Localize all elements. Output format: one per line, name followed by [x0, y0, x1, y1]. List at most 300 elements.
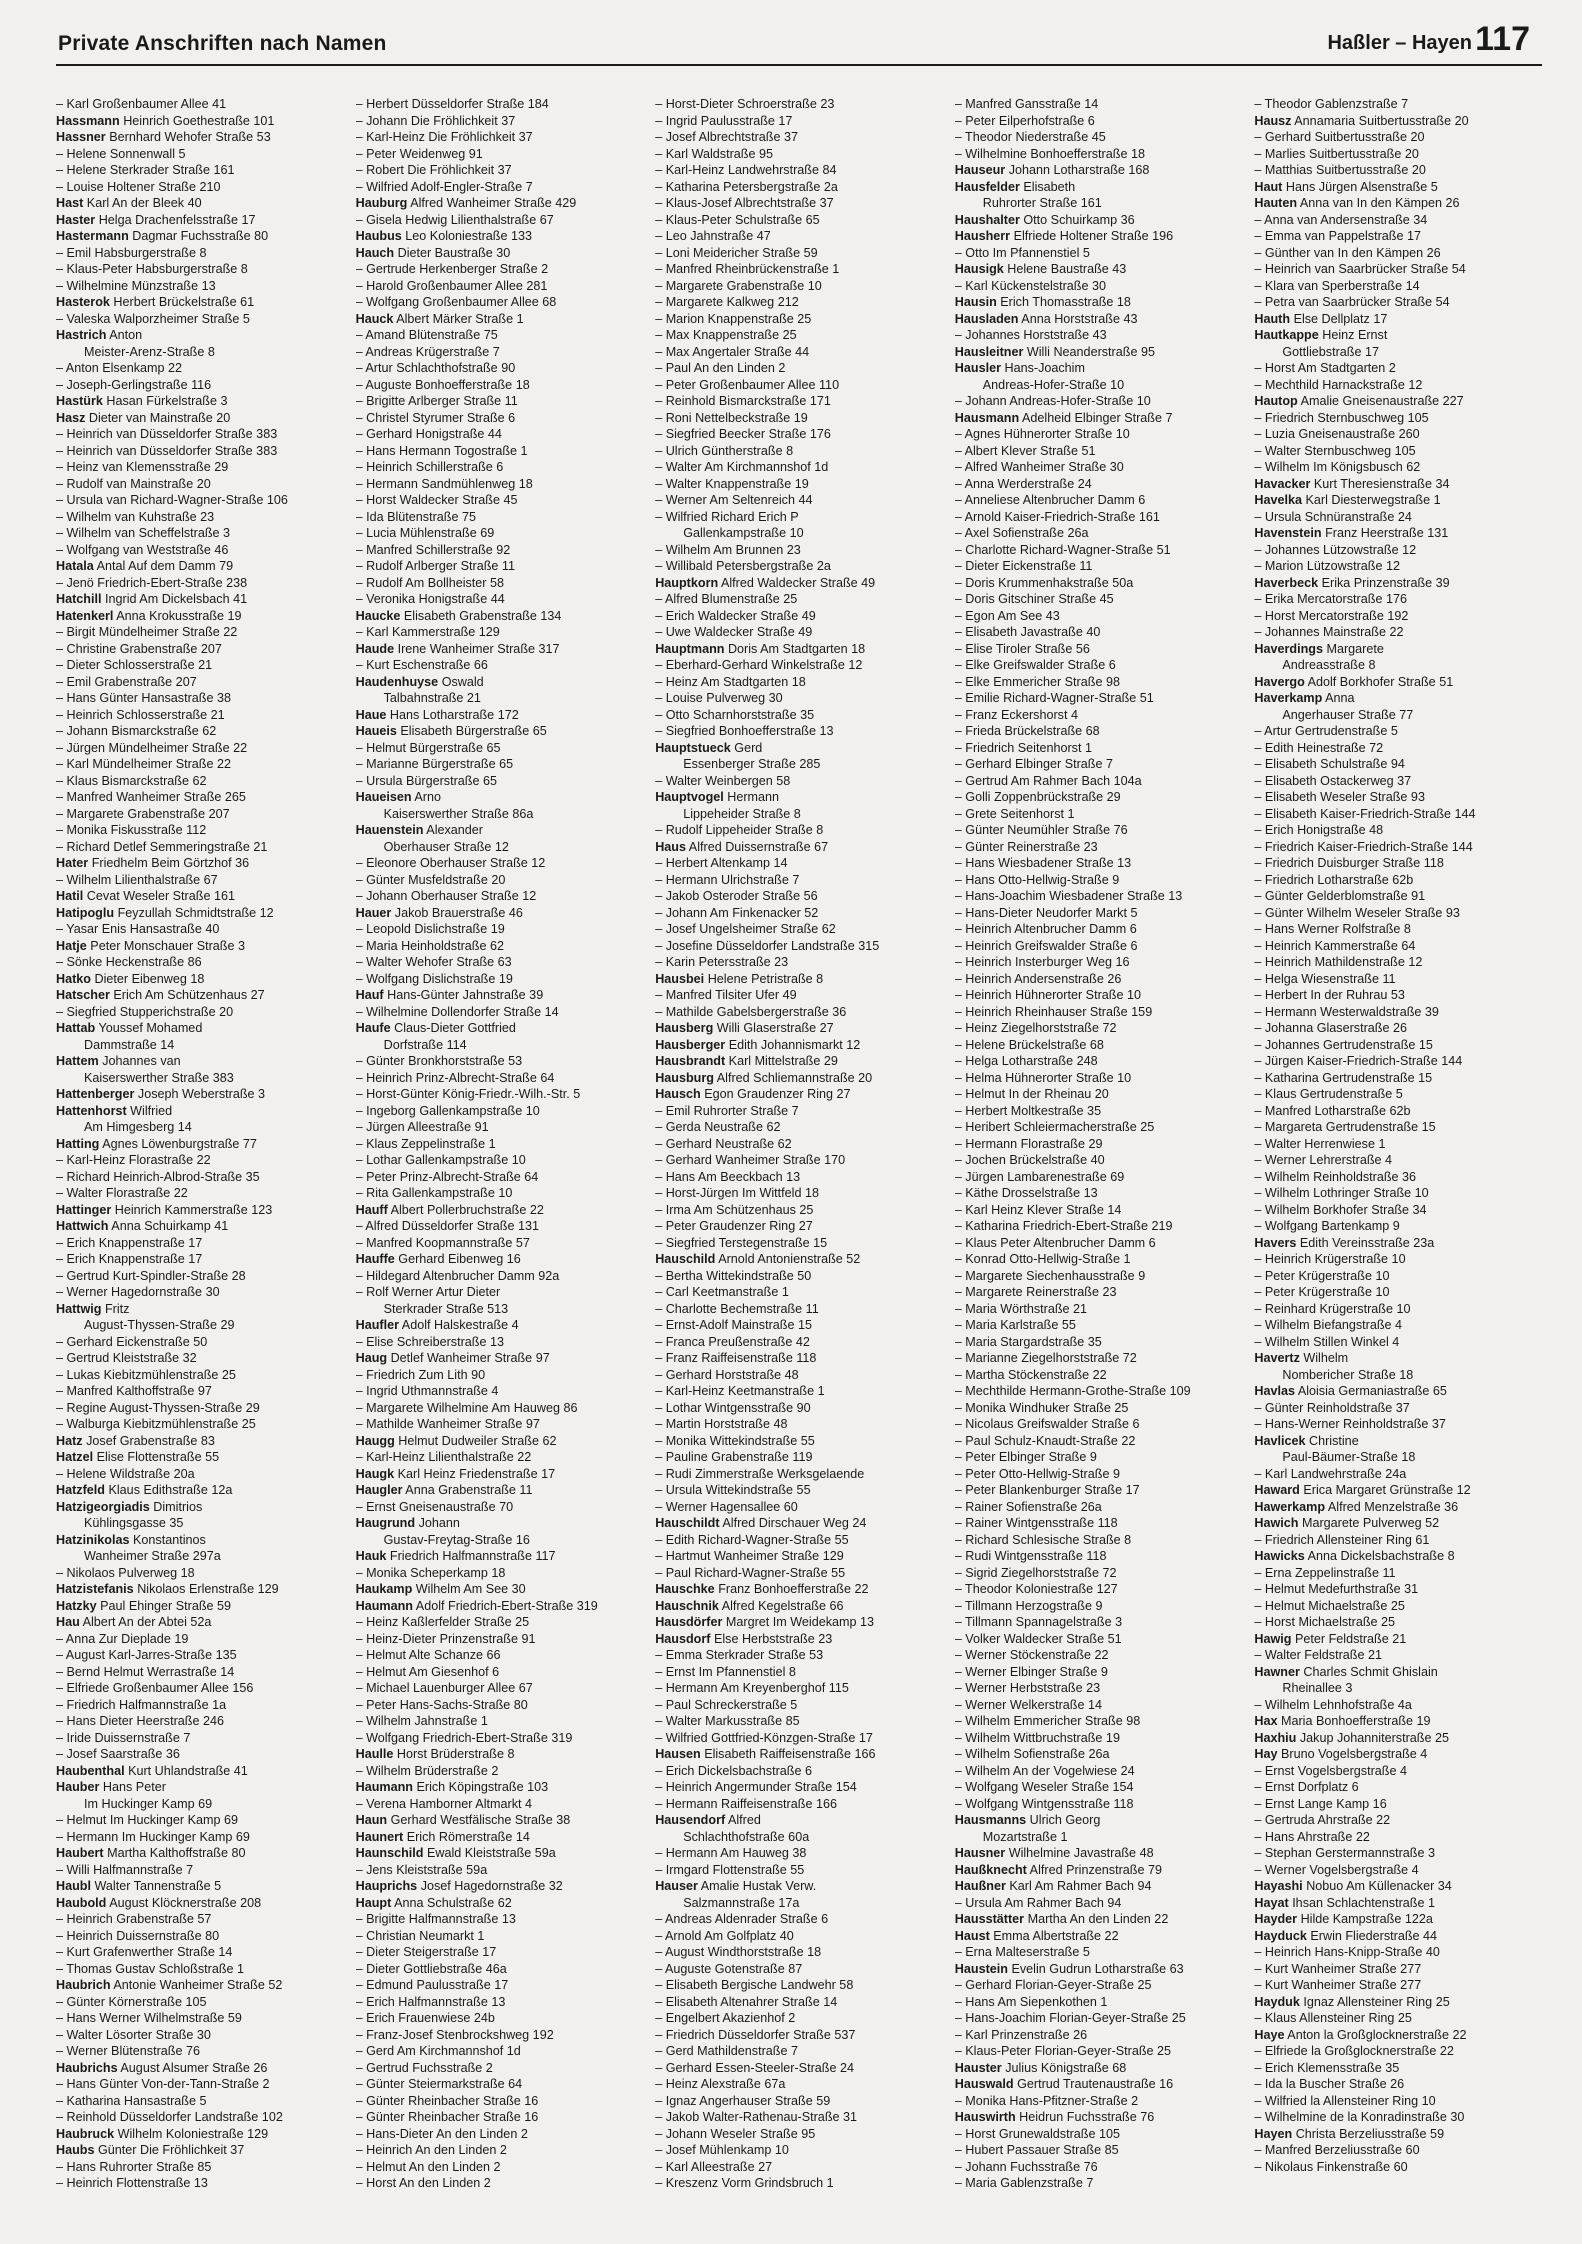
- surname: Hastrich: [56, 328, 107, 342]
- entry-text: – Friedrich Düsseldorfer Straße 537: [655, 2027, 856, 2042]
- directory-entry: [955, 839, 1243, 856]
- directory-entry: [955, 1449, 1243, 1466]
- entry-text: Margret Im Weidekamp 13: [725, 1615, 875, 1629]
- entry-continuation: [356, 1037, 644, 1054]
- directory-entry: [1254, 1911, 1542, 1928]
- directory-entry: [56, 1829, 344, 1846]
- surname: Haubl: [56, 1879, 91, 1893]
- entry-text: – Helga Lotharstraße 248: [954, 1054, 1098, 1068]
- surname: Hawig: [1254, 1631, 1292, 1646]
- directory-entry: [955, 1301, 1243, 1318]
- directory-entry: [56, 1647, 344, 1664]
- entry-text: Elise Flottenstraße 55: [96, 1450, 220, 1464]
- entry-text: – Heinrich Altenbrucher Damm 6: [954, 922, 1137, 936]
- directory-entry: [955, 542, 1243, 559]
- entry-text: – Heinrich Krügerstraße 10: [1254, 1252, 1406, 1266]
- surname: Haueis: [355, 724, 397, 738]
- directory-entry: [356, 245, 644, 262]
- entry-text: – Karl Kammerstraße 129: [355, 625, 500, 639]
- directory-entry: [655, 855, 943, 872]
- entry-text: – Wilhelm van Kuhstraße 23: [56, 509, 215, 524]
- entry-text: Erich Am Schützenhaus 27: [113, 988, 265, 1002]
- directory-entry: [1254, 2027, 1542, 2044]
- entry-text: – Friedrich Duisburger Straße 118: [1254, 856, 1444, 870]
- directory-entry: [56, 311, 344, 328]
- directory-entry: [955, 2093, 1243, 2110]
- directory-entry: [955, 1763, 1243, 1780]
- directory-entry: [356, 1961, 644, 1978]
- entry-text: – Franz Raiffeisenstraße 118: [655, 1351, 817, 1365]
- entry-text: – Ernst Dorfplatz 6: [1254, 1780, 1359, 1794]
- surname: Haunschild: [355, 1846, 424, 1860]
- directory-entry: [356, 311, 644, 328]
- entry-text: – Günther van In den Kämpen 26: [1254, 245, 1441, 260]
- directory-entry: [955, 1977, 1243, 1994]
- directory-entry: [356, 1086, 644, 1103]
- entry-text: – Christian Neumarkt 1: [355, 1928, 485, 1943]
- entry-text: – Johann Bismarckstraße 62: [56, 724, 217, 738]
- entry-text: Doris Am Stadtgarten 18: [727, 641, 866, 656]
- directory-entry: [1254, 1499, 1542, 1516]
- directory-entry: [56, 360, 344, 377]
- directory-entry: [655, 1548, 943, 1565]
- directory-entry: [655, 558, 943, 575]
- entry-text: – Rudi Zimmerstraße Werksgelaende: [655, 1466, 865, 1481]
- directory-entry: [356, 1565, 644, 1582]
- entry-text: – Johann Weseler Straße 95: [655, 2126, 816, 2141]
- entry-text: – Wolfgang Bartenkamp 9: [1254, 1219, 1400, 1233]
- entry-text: – Brigitte Arlberger Straße 11: [355, 394, 518, 408]
- directory-entry: [56, 476, 344, 493]
- entry-text: – Charlotte Bechemstraße 11: [655, 1301, 819, 1316]
- directory-entry: [356, 146, 644, 163]
- directory-entry: [655, 1449, 943, 1466]
- directory-entry: [955, 773, 1243, 790]
- entry-text: – Hans Am Siepenkothen 1: [954, 1994, 1108, 2009]
- entry-text: – Gertrud Am Rahmer Bach 104a: [954, 773, 1142, 788]
- entry-text: – Iride Duissernstraße 7: [56, 1730, 191, 1745]
- surname: Hauswirth: [954, 2110, 1016, 2124]
- directory-entry: [356, 113, 644, 130]
- entry-text: – Günter Neumühler Straße 76: [954, 823, 1128, 837]
- entry-text: – Heribert Schleiermacherstraße 25: [954, 1120, 1155, 1134]
- entry-continuation: [56, 344, 344, 361]
- column-2: [356, 96, 644, 2224]
- directory-entry: [655, 2043, 943, 2060]
- directory-entry: [1254, 360, 1542, 377]
- entry-text: Wilfried: [130, 1103, 173, 1118]
- entry-text: – Helmut Alte Schanze 66: [355, 1648, 501, 1662]
- entry-text: – Margarete Kalkweg 212: [655, 295, 799, 309]
- entry-text: – Paul Schreckerstraße 5: [655, 1697, 798, 1712]
- directory-entry: [356, 1977, 644, 1994]
- entry-text: – Hermann Sandmühlenweg 18: [355, 476, 533, 491]
- entry-text: Elisabeth Bürgerstraße 65: [400, 724, 547, 738]
- entry-text: – Reinhard Krügerstraße 10: [1254, 1301, 1411, 1316]
- entry-text: Paul-Bäumer-Straße 18: [1282, 1450, 1416, 1464]
- directory-entry: [1254, 806, 1542, 823]
- directory-entry: [655, 1169, 943, 1186]
- surname: Hattwich: [56, 1219, 109, 1233]
- surname: Hausdorf: [655, 1631, 711, 1646]
- entry-text: – Katharina Friedrich-Ebert-Straße 219: [954, 1219, 1173, 1233]
- directory-entry: [356, 1829, 644, 1846]
- entry-text: Angerhauser Straße 77: [1282, 707, 1414, 722]
- directory-entry: [356, 294, 644, 311]
- entry-text: – Nikolaus Finkenstraße 60: [1254, 2159, 1408, 2174]
- entry-text: – Siegfried Stupperichstraße 20: [56, 1004, 234, 1019]
- entry-text: – Helmut Medefurthstraße 31: [1254, 1582, 1419, 1596]
- directory-entry: [356, 1878, 644, 1895]
- directory-entry: [655, 1763, 943, 1780]
- entry-text: – Ursula van Richard-Wagner-Straße 106: [56, 493, 288, 507]
- entry-text: Karl Heinz Friedenstraße 17: [397, 1466, 556, 1481]
- directory-entry: [1254, 905, 1542, 922]
- directory-entry: [356, 1614, 644, 1631]
- entry-text: – Lucia Mühlenstraße 69: [355, 526, 495, 540]
- directory-entry: [955, 2109, 1243, 2126]
- entry-text: – Michael Lauenburger Allee 67: [355, 1681, 533, 1695]
- surname: Hawner: [1254, 1664, 1300, 1679]
- directory-entry: [1254, 1713, 1542, 1730]
- entry-text: – Heinz-Dieter Prinzenstraße 91: [355, 1631, 536, 1646]
- entry-text: – Karl Mündelheimer Straße 22: [56, 757, 231, 771]
- entry-text: – Ernst Im Pfannenstiel 8: [655, 1664, 796, 1679]
- directory-entry: [955, 113, 1243, 130]
- entry-text: – Hermann Am Hauweg 38: [655, 1846, 807, 1860]
- directory-entry: [655, 641, 943, 658]
- entry-text: Anna Schulstraße 62: [394, 1895, 512, 1910]
- entry-text: Alfred Wanheimer Straße 429: [410, 196, 577, 210]
- directory-entry: [56, 1383, 344, 1400]
- entry-text: – Monika Windhuker Straße 25: [954, 1400, 1129, 1415]
- surname: Hausberg: [655, 1021, 714, 1035]
- entry-text: Martha Kalthoffstraße 80: [107, 1846, 246, 1860]
- entry-text: – Jens Kleiststraße 59a: [355, 1862, 488, 1877]
- directory-entry: [655, 1994, 943, 2011]
- directory-entry: [56, 113, 344, 130]
- entry-text: – Frieda Brückelstraße 68: [954, 724, 1100, 738]
- directory-entry: [955, 1944, 1243, 1961]
- directory-entry: [1254, 1829, 1542, 1846]
- directory-entry: [655, 1037, 943, 1054]
- entry-text: – Hermann Westerwaldstraße 39: [1254, 1004, 1439, 1019]
- entry-text: Nobuo Am Küllenacker 34: [1306, 1879, 1452, 1893]
- entry-text: – Klaus Bismarckstraße 62: [56, 773, 207, 788]
- directory-entry: [56, 674, 344, 691]
- entry-text: – Ernst Lange Kamp 16: [1254, 1796, 1387, 1811]
- directory-entry: [356, 1779, 644, 1796]
- entry-text: – Doris Gitschiner Straße 45: [954, 592, 1114, 606]
- entry-text: – Peter Blankenburger Straße 17: [954, 1483, 1140, 1497]
- surname: Hauprichs: [355, 1879, 418, 1893]
- entry-continuation: [1254, 344, 1542, 361]
- directory-entry: [56, 2175, 344, 2192]
- entry-text: – Kurt Wanheimer Straße 277: [1254, 1978, 1422, 1992]
- entry-text: – Paul Schulz-Knaudt-Straße 22: [954, 1433, 1136, 1448]
- entry-text: – Dieter Eickenstraße 11: [954, 559, 1093, 573]
- entry-text: – Klaus-Peter Florian-Geyer-Straße 25: [954, 2044, 1172, 2058]
- directory-entry: [655, 987, 943, 1004]
- directory-entry: [356, 1631, 644, 1648]
- entry-text: Alfred Menzelstraße 36: [1327, 1499, 1459, 1514]
- entry-text: – Tillmann Spannagelstraße 3: [954, 1615, 1123, 1629]
- directory-entry: [955, 344, 1243, 361]
- directory-entry: [955, 806, 1243, 823]
- directory-entry: [655, 179, 943, 196]
- column-4: [955, 96, 1243, 2224]
- entry-text: Fritz: [104, 1301, 130, 1316]
- directory-entry: [56, 872, 344, 889]
- entry-text: – Theodor Gablenzstraße 7: [1254, 97, 1409, 111]
- entry-text: – Karl Waldstraße 95: [655, 146, 774, 161]
- directory-entry: [1254, 1631, 1542, 1648]
- entry-text: – Monika Fiskusstraße 112: [56, 823, 207, 837]
- entry-text: – Reinhold Bismarckstraße 171: [655, 394, 831, 408]
- directory-entry: [356, 2076, 644, 2093]
- directory-entry: [1254, 921, 1542, 938]
- entry-text: Gerhard Westfälische Straße 38: [390, 1813, 571, 1827]
- directory-entry: [1254, 1334, 1542, 1351]
- directory-entry: [655, 1697, 943, 1714]
- entry-text: – Karl Landwehrstraße 24a: [1254, 1466, 1407, 1481]
- entry-text: Bernhard Wehofer Straße 53: [109, 130, 271, 144]
- entry-text: – Dieter Gottliebstraße 46a: [355, 1961, 507, 1976]
- entry-text: – Margarete Siechenhausstraße 9: [954, 1268, 1146, 1283]
- directory-entry: [955, 1103, 1243, 1120]
- surname: Haukamp: [355, 1582, 413, 1596]
- entry-text: Klaus Edithstraße 12a: [108, 1483, 233, 1497]
- directory-entry: [655, 1878, 943, 1895]
- directory-entry: [1254, 1730, 1542, 1747]
- directory-entry: [955, 1779, 1243, 1796]
- entry-text: – Ursula Schnüranstraße 24: [1254, 509, 1412, 524]
- directory-entry: [955, 1482, 1243, 1499]
- entry-text: – Emil Habsburgerstraße 8: [56, 245, 207, 260]
- directory-entry: [655, 1136, 943, 1153]
- directory-entry: [1254, 2126, 1542, 2143]
- directory-entry: [56, 1697, 344, 1714]
- directory-entry: [955, 1185, 1243, 1202]
- entry-text: – Gertrude Herkenberger Straße 2: [355, 262, 549, 276]
- directory-entry: [356, 2043, 644, 2060]
- entry-text: – Gerhard Essen-Steeler-Straße 24: [655, 2060, 854, 2075]
- surname: Haust: [954, 1928, 990, 1943]
- entry-continuation: [955, 1829, 1243, 1846]
- directory-entry: [1254, 1482, 1542, 1499]
- entry-text: – Marianne Bürgerstraße 65: [355, 757, 514, 771]
- entry-text: – Auguste Gotenstraße 87: [655, 1961, 803, 1976]
- directory-entry: [955, 1004, 1243, 1021]
- entry-text: – Rudolf Lippeheider Straße 8: [655, 823, 824, 837]
- directory-entry: [955, 2027, 1243, 2044]
- entry-text: – Wolfgang Dislichstraße 19: [355, 971, 513, 986]
- surname: Hauth: [1254, 311, 1291, 326]
- entry-text: – Engelbert Akazienhof 2: [655, 2011, 796, 2025]
- directory-entry: [955, 360, 1243, 377]
- directory-entry: [655, 1350, 943, 1367]
- directory-entry: [56, 1268, 344, 1285]
- entry-text: – Auguste Bonhoefferstraße 18: [355, 377, 530, 392]
- directory-entry: [955, 525, 1243, 542]
- directory-entry: [955, 426, 1243, 443]
- entry-text: – Siegfried Beecker Straße 176: [655, 427, 831, 441]
- entry-text: Heinz Ernst: [1322, 328, 1388, 342]
- entry-text: Anna Dickelsbachstraße 8: [1307, 1549, 1455, 1563]
- entry-text: – Günter Steiermarkstraße 64: [355, 2077, 523, 2091]
- entry-text: – Günter Rheinbacher Straße 16: [355, 2110, 539, 2124]
- directory-entry: [356, 162, 644, 179]
- directory-entry: [955, 294, 1243, 311]
- entry-text: – Birgit Mündelheimer Straße 22: [56, 625, 238, 639]
- entry-text: – Walburga Kiebitzmühlenstraße 25: [56, 1417, 256, 1431]
- directory-entry: [955, 2043, 1243, 2060]
- entry-text: – Manfred Koopmannstraße 57: [355, 1235, 530, 1250]
- entry-text: – Johannes Horststraße 43: [954, 328, 1107, 342]
- directory-entry: [1254, 2109, 1542, 2126]
- directory-entry: [56, 740, 344, 757]
- entry-text: – Peter Eilperhofstraße 6: [954, 113, 1095, 128]
- entry-text: – Erich Knappenstraße 17: [56, 1235, 203, 1250]
- directory-entry: [56, 1284, 344, 1301]
- entry-text: Andreasstraße 8: [1282, 658, 1376, 672]
- directory-entry: [955, 311, 1243, 328]
- directory-entry: [1254, 2159, 1542, 2176]
- directory-entry: [356, 938, 644, 955]
- directory-entry: [955, 96, 1243, 113]
- entry-text: – Günter Körnerstraße 105: [56, 1994, 207, 2009]
- directory-entry: [356, 261, 644, 278]
- entry-text: – Hermann Am Kreyenberghof 115: [655, 1681, 849, 1695]
- surname: Hatipoglu: [56, 905, 115, 920]
- directory-entry: [955, 2142, 1243, 2159]
- directory-entry: [655, 2175, 943, 2192]
- entry-text: – Katharina Gertrudenstraße 15: [1254, 1070, 1433, 1085]
- directory-entry: [56, 921, 344, 938]
- directory-entry: [356, 509, 644, 526]
- entry-text: – Lothar Gallenkampstraße 10: [355, 1153, 526, 1167]
- entry-text: – Gerda Neustraße 62: [655, 1120, 781, 1134]
- surname: Havenstein: [1254, 526, 1322, 540]
- entry-text: – Helene Sterkrader Straße 161: [56, 163, 235, 177]
- entry-text: – Heinrich Andersenstraße 26: [954, 971, 1122, 986]
- entry-text: Kurt Theresienstraße 34: [1313, 476, 1450, 491]
- directory-entry: [356, 954, 644, 971]
- surname: Hayduk: [1254, 1994, 1300, 2009]
- entry-text: Egon Graudenzer Ring 27: [704, 1087, 851, 1101]
- directory-entry: [356, 1664, 644, 1681]
- directory-entry: [955, 1136, 1243, 1153]
- entry-text: Elisabeth Raiffeisenstraße 166: [704, 1747, 876, 1761]
- surname: Hax: [1254, 1714, 1278, 1728]
- directory-entry: [655, 1416, 943, 1433]
- entry-text: – Edith Richard-Wagner-Straße 55: [655, 1532, 849, 1547]
- directory-entry: [56, 2060, 344, 2077]
- directory-entry: [655, 657, 943, 674]
- surname: Hausfelder: [954, 179, 1020, 194]
- entry-text: – Rolf Werner Artur Dieter: [355, 1285, 501, 1299]
- entry-text: – Helmut Im Huckinger Kamp 69: [56, 1813, 238, 1827]
- directory-entry: [655, 426, 943, 443]
- entry-text: – Elfriede Großenbaumer Allee 156: [56, 1681, 254, 1695]
- directory-entry: [56, 839, 344, 856]
- directory-entry: [955, 657, 1243, 674]
- directory-entry: [356, 1697, 644, 1714]
- directory-entry: [655, 212, 943, 229]
- directory-entry: [356, 1911, 644, 1928]
- directory-entry: [955, 1532, 1243, 1549]
- directory-entry: [56, 1251, 344, 1268]
- entry-text: Helga Drachenfelsstraße 17: [98, 212, 256, 227]
- entry-text: – Regine August-Thyssen-Straße 29: [56, 1400, 260, 1415]
- directory-entry: [655, 1664, 943, 1681]
- entry-text: – Günter Reinerstraße 23: [954, 839, 1098, 854]
- entry-text: – Rainer Wintgensstraße 118: [954, 1516, 1118, 1530]
- directory-entry: [356, 1812, 644, 1829]
- entry-text: – Wilfried Gottfried-Könzgen-Straße 17: [655, 1730, 873, 1745]
- entry-text: – Manfred Tilsiter Ufer 49: [655, 988, 797, 1002]
- entry-text: – Peter Weidenweg 91: [355, 146, 483, 161]
- entry-text: – Louise Holtener Straße 210: [56, 179, 221, 194]
- directory-entry: [356, 410, 644, 427]
- entry-text: – Heinrich Flottenstraße 13: [56, 2176, 208, 2190]
- entry-text: – Kreszenz Vorm Grindsbruch 1: [655, 2176, 834, 2190]
- directory-entry: [356, 1928, 644, 1945]
- entry-text: – Ernst Gneisenaustraße 70: [355, 1499, 514, 1514]
- entry-text: Willi Glaserstraße 27: [716, 1021, 834, 1035]
- entry-text: – Erna Zeppelinstraße 11: [1254, 1565, 1396, 1580]
- entry-text: – Emma van Pappelstraße 17: [1254, 229, 1421, 243]
- directory-entry: [955, 690, 1243, 707]
- directory-entry: [56, 1532, 344, 1549]
- entry-text: – Stephan Gerstermannstraße 3: [1254, 1846, 1435, 1860]
- entry-text: – Wilhelm Brüderstraße 2: [355, 1763, 499, 1778]
- entry-text: – Karl-Heinz Keetmanstraße 1: [655, 1384, 825, 1398]
- surname: Haubrichs: [56, 2060, 118, 2075]
- directory-entry: [356, 1499, 644, 1516]
- directory-entry: [56, 1202, 344, 1219]
- entry-text: – Walter Feldstraße 21: [1254, 1648, 1382, 1662]
- entry-text: – Heinrich Grabenstraße 57: [56, 1912, 212, 1926]
- directory-entry: [655, 1482, 943, 1499]
- directory-entry: [56, 1136, 344, 1153]
- entry-text: – Peter Krügerstraße 10: [1254, 1285, 1390, 1299]
- entry-text: Karl An der Bleek 40: [86, 196, 202, 210]
- directory-entry: [1254, 1697, 1542, 1714]
- surname: Hatala: [56, 559, 94, 573]
- entry-text: – Walter Wehofer Straße 63: [355, 955, 512, 969]
- entry-text: Detlef Wanheimer Straße 97: [390, 1351, 550, 1365]
- surname: Havelka: [1254, 493, 1302, 507]
- directory-entry: [56, 1862, 344, 1879]
- directory-entry: [356, 1895, 644, 1912]
- directory-entry: [356, 987, 644, 1004]
- directory-entry: [955, 1317, 1243, 1334]
- directory-entry: [955, 641, 1243, 658]
- directory-entry: [356, 1680, 644, 1697]
- directory-entry: [955, 393, 1243, 410]
- entry-text: Dieter van Mainstraße 20: [88, 410, 231, 425]
- entry-text: – Monika Scheperkamp 18: [355, 1565, 506, 1580]
- directory-entry: [1254, 1053, 1542, 1070]
- entry-text: Leo Koloniestraße 133: [405, 229, 533, 243]
- entry-text: – Hans Wiesbadener Straße 13: [954, 856, 1132, 870]
- entry-text: Anna Grabenstraße 11: [405, 1483, 533, 1497]
- entry-text: – Ernst-Adolf Mainstraße 15: [655, 1318, 812, 1332]
- directory-entry: [955, 1911, 1243, 1928]
- entry-text: – Artur Gertrudenstraße 5: [1254, 724, 1398, 738]
- directory-entry: [56, 1598, 344, 1615]
